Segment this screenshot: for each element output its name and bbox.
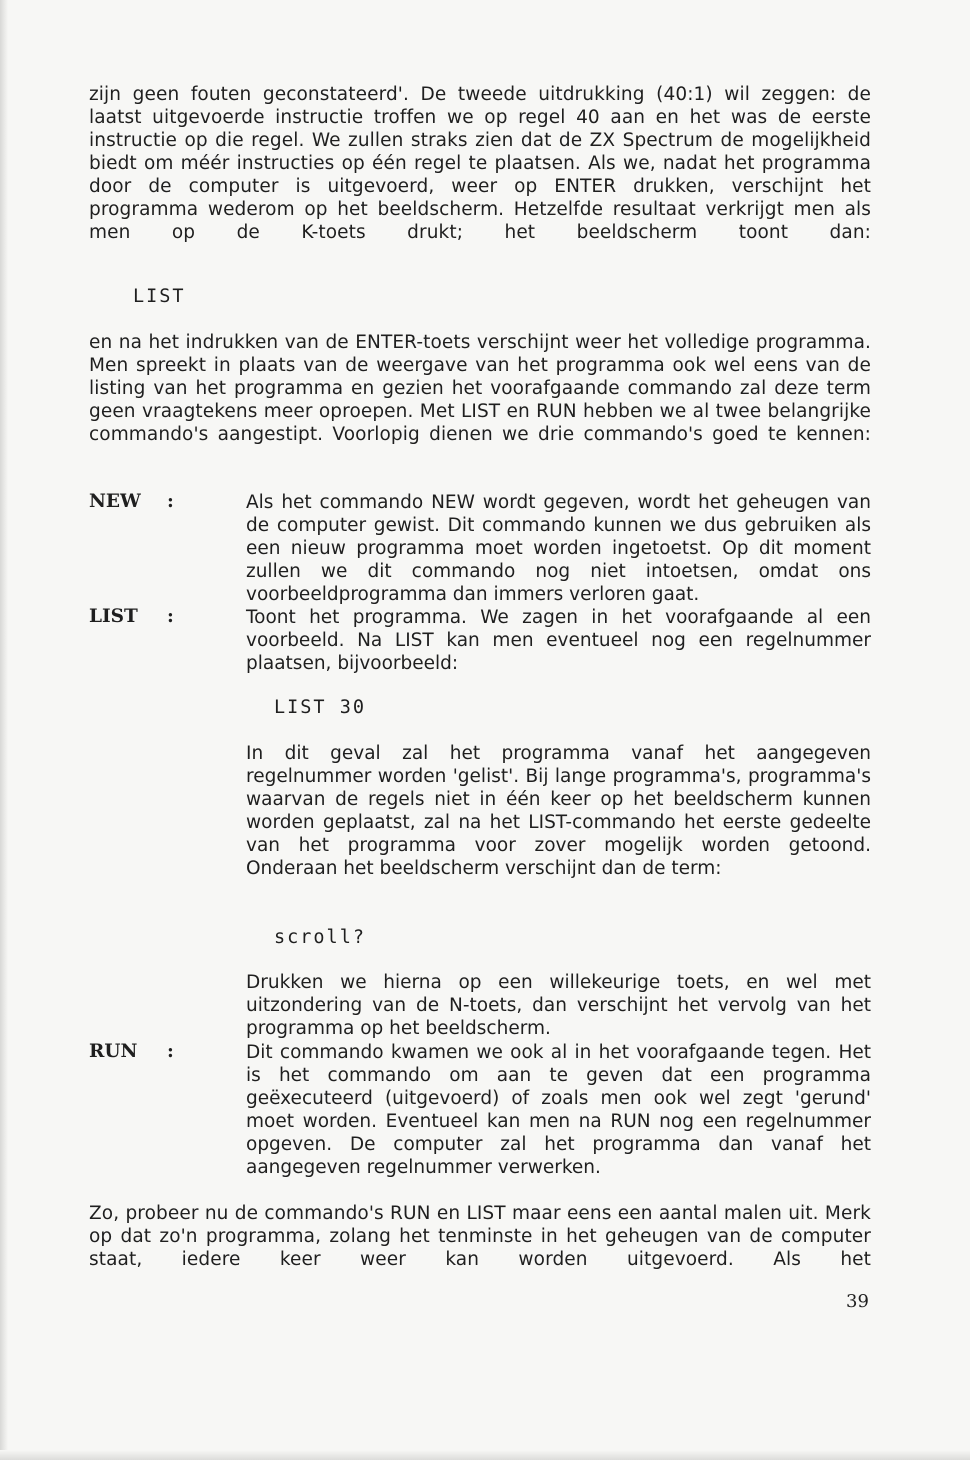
code-scroll: scroll? — [274, 927, 366, 948]
page-number: 39 — [846, 1291, 869, 1312]
definition-list-final: Drukken we hierna op een willekeurige toets, en wel met uitzondering van de N-toets, dan verschijnt het vervolg van het programma op het beeldscherm. — [246, 972, 871, 1039]
paragraph-final: Zo, probeer nu de commando's RUN en LIST maar eens een aantal malen uit. Merk op dat zo'n programma, zolang het tenminste in het geheugen van de computer staat, iedere keer weer kan worden uitgevoerd. Als het — [89, 1203, 871, 1270]
definition-list: Toont het programma. We zagen in het voorafgaande al een voorbeeld. Na LIST kan men eventueel nog een regelnummer plaatsen, bijvoorbeeld: — [246, 607, 871, 674]
paragraph-intro: zijn geen fouten geconstateerd'. De tweede uitdrukking (40:1) wil zeggen: de laatst uitgevoerde instructie troffen we op regel 40 aan en het was de eerste instructie op die regel. We zullen straks zien dat de ZX Spectrum de mogelijkheid biedt om méér instructies op één regel te plaatsen. Als we, nadat het programma door de computer is uitgevoerd, weer op ENTER drukken, verschijnt het programma wederom op het beeldscherm. Hetzelfde resultaat verkrijgt men als men op de K-toets drukt; het beeldscherm toont dan: — [89, 84, 871, 243]
term-new: NEW — [89, 491, 141, 512]
term-list-colon: : — [167, 606, 174, 627]
term-run-colon: : — [167, 1041, 174, 1062]
definition-list-continued: In dit geval zal het programma vanaf het aangegeven regelnummer worden 'gelist'. Bij lange programma's, programma's waarvan de regels niet in één keer op het beeldscherm kunnen worden geplaatst, zal na het LIST-commando het eerste gedeelte van het programma voor zover mogelijk worden getoond. Onderaan het beeldscherm verschijnt dan de term: — [246, 743, 871, 879]
definition-new: Als het commando NEW wordt gegeven, wordt het geheugen van de computer gewist. Dit commando kunnen we dus gebruiken als een nieuw programma moet worden ingetoetst. Op dit moment zullen we dit commando nog niet intoetsen, omdat ons voorbeeldprogramma dan immers verloren gaat. — [246, 492, 871, 605]
code-list: LIST — [133, 286, 186, 307]
paragraph-listing: en na het indrukken van de ENTER-toets verschijnt weer het volledige programma. Men spreekt in plaats van de weergave van het programma ook wel eens van de listing van het programma en gezien het voorafgaande commando zal deze term geen vraagtekens meer oproepen. Met LIST en RUN hebben we al twee belangrijke commando's aangestipt. Voorlopig dienen we drie commando's goed te kennen: — [89, 332, 871, 445]
page-bottom-shadow — [0, 1450, 970, 1460]
term-run: RUN — [89, 1041, 138, 1062]
code-list-30: LIST 30 — [274, 697, 366, 718]
term-list: LIST — [89, 606, 138, 627]
page-edge-shadow — [0, 0, 8, 1460]
definition-run: Dit commando kwamen we ook al in het voorafgaande tegen. Het is het commando om aan te geven dat een programma geëxecuteerd (uitgevoerd) of zoals men ook wel zegt 'gerund' moet worden. Eventueel kan men na RUN nog een regelnummer opgeven. De computer zal het programma dan vanaf het aangegeven regelnummer verwerken. — [246, 1042, 871, 1178]
term-new-colon: : — [167, 491, 174, 512]
